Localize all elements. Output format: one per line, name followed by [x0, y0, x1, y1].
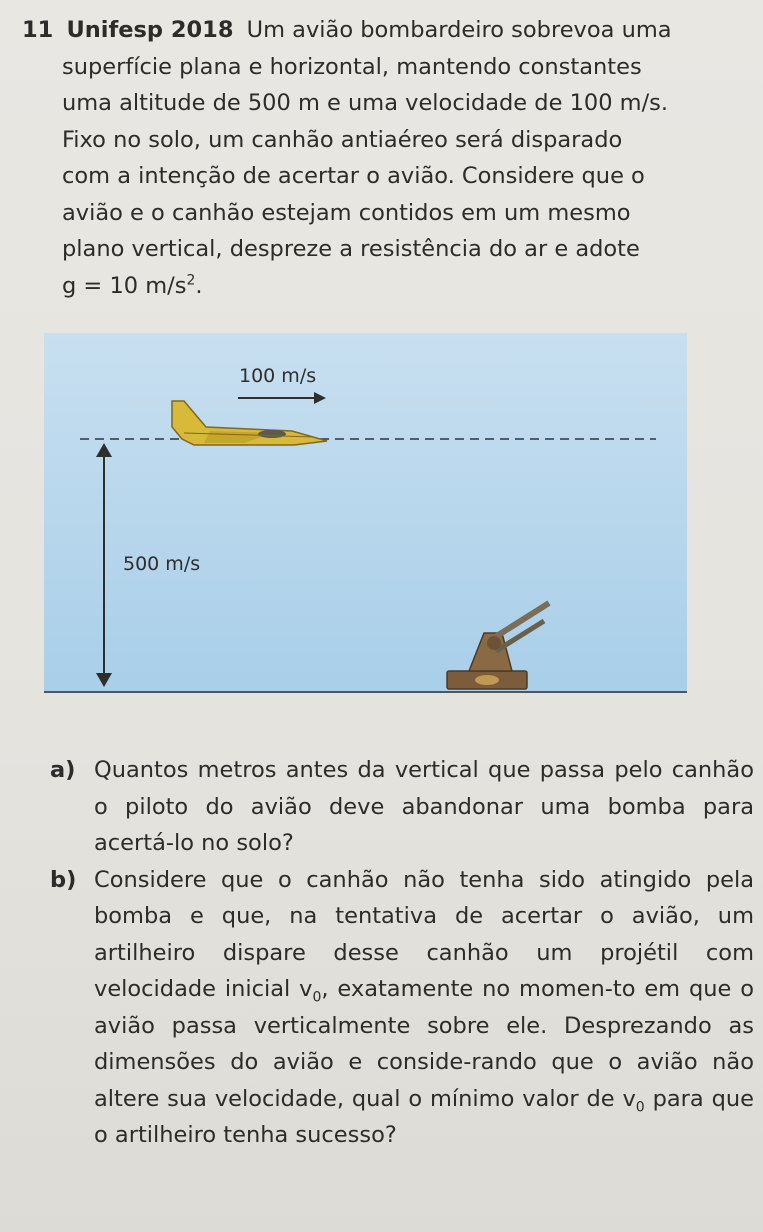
- item-a-letter: a): [50, 757, 76, 783]
- statement-line-1: Um avião bombardeiro sobrevoa uma: [246, 17, 672, 43]
- airplane-icon: [172, 401, 327, 445]
- gravity-formula-base: g = 10 m/s: [62, 272, 187, 299]
- item-a: [44, 752, 754, 862]
- item-b-sub-2: 0: [635, 1099, 645, 1115]
- question-number: 11: [22, 17, 54, 43]
- statement-line-2: superfície plana e horizontal, mantendo constantes: [62, 53, 642, 80]
- item-b-text-2: , exatamente no momen-to em que o avião passa verticalmente sobre ele. Desprezando as dimensões do avião e conside-rando que o avião não altere sua velocidade, qual o mínimo valor de v: [94, 976, 754, 1112]
- item-a-text: Quantos metros antes da vertical que passa pelo canhão o piloto do avião deve abandonar uma bomba para acertá-lo no solo?: [94, 757, 754, 856]
- gravity-formula: [62, 268, 752, 305]
- statement-line-6: avião e o canhão estejam contidos em um mesmo: [62, 199, 631, 226]
- question-source: Unifesp 2018: [66, 17, 234, 43]
- item-b-text-1: Considere que o canhão não tenha sido atingido pela bomba e que, na tentativa de acertar o avião, um artilheiro dispare desse canhão um projétil com velocidade inicial v: [94, 866, 754, 1002]
- item-b-sub-1: 0: [312, 989, 322, 1006]
- statement-line-4: Fixo no solo, um canhão antiaéreo será disparado: [62, 126, 623, 153]
- height-arrow-icon: [96, 443, 112, 687]
- item-b: [44, 862, 754, 1154]
- height-label: 500 m/s: [123, 553, 201, 575]
- statement-line-7: plano vertical, despreze a resistência do ar e adote: [62, 236, 640, 262]
- statement-line-3: uma altitude de 500 m e uma velocidade de 100 m/s.: [62, 90, 669, 116]
- statement-line-5: com a intenção de acertar o avião. Considere que o: [62, 163, 645, 189]
- question-items: [44, 752, 754, 1154]
- speed-label: 100 m/s: [239, 365, 317, 387]
- question-statement: [22, 12, 752, 304]
- item-b-letter: b): [50, 866, 77, 893]
- figure-svg: [44, 333, 687, 691]
- gravity-formula-end: .: [195, 272, 203, 299]
- gravity-formula-exponent: 2: [186, 272, 196, 288]
- item-b-text-3: para que o artilheiro tenha sucesso?: [94, 1085, 754, 1148]
- figure-illustration: [44, 333, 687, 693]
- cannon-icon: [447, 603, 549, 689]
- speed-arrow-icon: [238, 392, 326, 404]
